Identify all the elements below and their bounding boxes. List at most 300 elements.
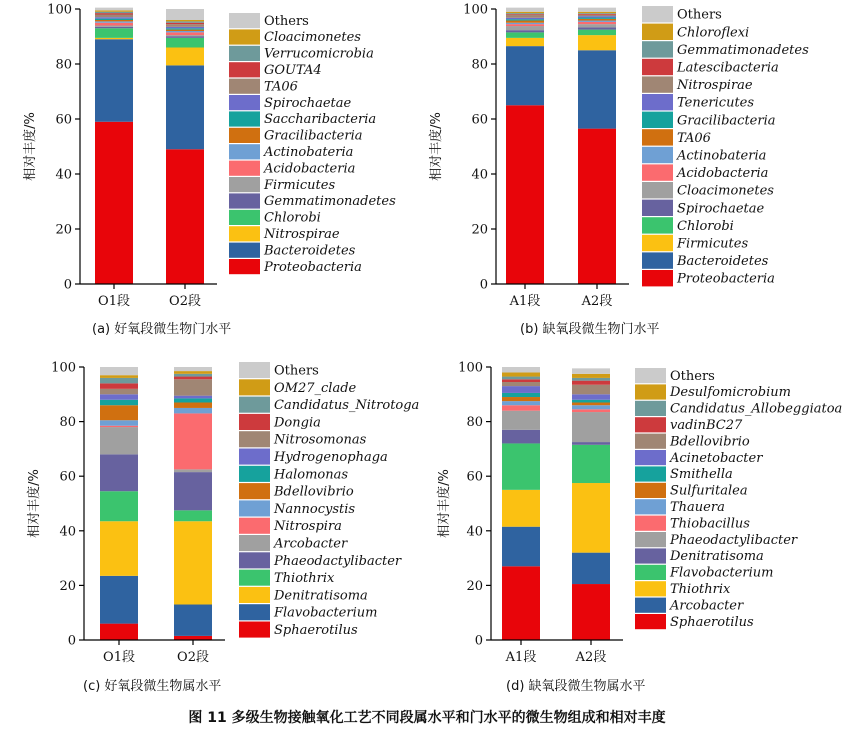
- x-tick-label: A2段: [575, 650, 607, 665]
- legend-label: Actinobateria: [264, 145, 354, 161]
- bar-segment-nannocystis: [100, 420, 138, 425]
- bar-segment-bacteroidetes: [95, 39, 133, 122]
- bar-segment-tenericutes: [578, 16, 616, 17]
- bar-segment-ta06: [95, 15, 133, 18]
- legend-swatch: [229, 46, 260, 61]
- legend-label: Tenericutes: [677, 95, 755, 111]
- bar-segment-halomonas: [100, 400, 138, 405]
- bar-segment-gracilibacteria: [506, 19, 544, 20]
- y-tick-label: 80: [59, 415, 76, 431]
- bar-segment-thiothrix: [502, 490, 540, 527]
- y-tick-label: 100: [458, 360, 483, 376]
- bar-segment-spirochaetae: [578, 27, 616, 29]
- bar-segment-actinobateria: [506, 23, 544, 24]
- bar-segment-dongia: [174, 377, 212, 380]
- legend-label: GOUTA4: [264, 63, 322, 79]
- bar-segment-others: [95, 8, 133, 11]
- bar-segment-bacteroidetes: [506, 46, 544, 105]
- bar-segment-gemmatimonadetes: [578, 13, 616, 14]
- y-tick-label: 40: [471, 167, 488, 183]
- legend-label: Chlorobi: [264, 210, 321, 226]
- bar-segment-others: [174, 367, 212, 371]
- bar-segment-firmicutes: [95, 26, 133, 27]
- legend-label: Nitrospira: [274, 519, 342, 535]
- panel-a: [22, 3, 396, 338]
- bar-segment-others: [578, 8, 616, 12]
- legend-swatch: [642, 182, 673, 198]
- legend-swatch: [239, 466, 270, 482]
- legend-swatch: [239, 518, 270, 534]
- legend-label: Cloacimonetes: [264, 30, 361, 46]
- bar-segment-spirochaetae: [166, 27, 204, 28]
- legend-swatch: [239, 397, 270, 413]
- legend-swatch: [239, 449, 270, 465]
- legend-label: Cloacimonetes: [677, 183, 774, 199]
- bar-segment-acidobacteria: [578, 22, 616, 24]
- legend-label: TA06: [264, 79, 298, 95]
- legend-label: Firmicutes: [677, 236, 749, 252]
- legend-label: Thiothrix: [670, 582, 731, 598]
- legend-label: Desulfomicrobium: [670, 385, 791, 401]
- bar-segment-flavobacterium: [572, 445, 610, 483]
- bar-segment-candidatus-nitrotoga: [174, 374, 212, 377]
- legend-swatch: [229, 95, 260, 110]
- y-tick-label: 60: [55, 112, 72, 128]
- y-tick-label: 40: [466, 524, 483, 540]
- bar-segment-om27-clade: [100, 375, 138, 378]
- panel-d: [436, 361, 842, 695]
- bar-segment-firmicutes: [506, 38, 544, 46]
- legend-label: Acidobacteria: [677, 166, 769, 182]
- legend-label: Sphaerotilus: [274, 622, 358, 638]
- y-tick-label: 20: [55, 222, 72, 238]
- legend-label: Proteobacteria: [677, 271, 775, 287]
- bar-segment-bdellovibrio: [572, 385, 610, 395]
- legend-label: Phaeodactylibacter: [274, 553, 402, 569]
- legend-swatch: [239, 535, 270, 551]
- bar-segment-ta06: [578, 19, 616, 21]
- bar-segment-ta06: [506, 21, 544, 23]
- legend-label: Hydrogenophaga: [274, 449, 388, 465]
- bar-segment-acidobacteria: [506, 24, 544, 26]
- bar-segment-saccharibacteria: [166, 28, 204, 29]
- legend-label: Gemmatimonadetes: [677, 42, 809, 58]
- legend-swatch: [229, 144, 260, 159]
- x-tick-label: A1段: [509, 294, 541, 309]
- x-tick-label: A1段: [505, 650, 537, 665]
- legend-swatch: [642, 235, 673, 251]
- bar-segment-flavobacterium: [174, 605, 212, 636]
- bar-segment-gracilibacteria: [578, 18, 616, 19]
- bar-segment-ta06: [166, 24, 204, 27]
- legend-swatch: [642, 59, 673, 75]
- legend-label: Others: [274, 363, 319, 379]
- legend-swatch: [229, 243, 260, 258]
- legend-label: Thiothrix: [274, 571, 335, 587]
- bar-segment-flavobacterium: [502, 443, 540, 489]
- legend-label: Dongia: [274, 415, 321, 431]
- bar-segment-arcobacter: [502, 527, 540, 567]
- bar-segment-others: [506, 8, 544, 12]
- legend-label: Gracilibacteria: [264, 128, 363, 144]
- legend-swatch: [229, 259, 260, 274]
- panel-caption: (a) 好氧段微生物门水平: [92, 322, 232, 337]
- y-tick-label: 60: [471, 112, 488, 128]
- bar-segment-nitrospira: [100, 426, 138, 427]
- legend-label: Candidatus_Nitrotoga: [274, 398, 420, 414]
- legend-swatch: [642, 252, 673, 268]
- bar-segment-others: [166, 9, 204, 20]
- bar-segment-flavobacterium: [100, 576, 138, 624]
- bar-segment-bdellovibrio: [174, 402, 212, 407]
- legend-swatch: [239, 587, 270, 603]
- bar-segment-thiothrix: [174, 510, 212, 521]
- legend-swatch: [642, 41, 673, 57]
- y-tick-label: 100: [51, 360, 76, 376]
- bar-segment-arcobacter: [100, 427, 138, 454]
- legend-label: Acinetobacter: [670, 450, 763, 466]
- bar-segment-tenericutes: [506, 18, 544, 19]
- x-tick-label: O1段: [103, 650, 135, 665]
- bar-segment-others: [502, 367, 540, 372]
- legend-swatch: [642, 129, 673, 145]
- legend-label: Actinobateria: [677, 148, 767, 164]
- y-axis-title: 相对丰度/%: [27, 469, 42, 538]
- bar-segment-acinetobacter: [572, 394, 610, 399]
- legend-label: vadinBC27: [670, 418, 743, 434]
- figure-caption: 图 11 多级生物接触氧化工艺不同段属水平和门水平的微生物组成和相对丰度: [188, 710, 666, 726]
- bar-segment-chloroflexi: [578, 12, 616, 13]
- bar-segment-sphaerotilus: [174, 636, 212, 640]
- bar-segment-candidatus-allobeggiatoa: [502, 377, 540, 380]
- bar-segment-gemmatimonadetes: [95, 27, 133, 28]
- legend-label: Latescibacteria: [677, 60, 779, 76]
- bar-segment-desulfomicrobium: [572, 374, 610, 378]
- legend-label: Sulfuritalea: [670, 483, 748, 499]
- legend-swatch: [229, 29, 260, 44]
- bar-segment-proteobacteria: [95, 122, 133, 284]
- bar-segment-candidatus-nitrotoga: [100, 378, 138, 383]
- bar-segment-gemmatimonadetes: [166, 37, 204, 38]
- bar-segment-gemmatimonadetes: [506, 13, 544, 14]
- bar-segment-sulfuritalea: [502, 397, 540, 401]
- bar-segment-phaeodactylibacter: [174, 472, 212, 510]
- legend-swatch: [642, 94, 673, 110]
- bar-segment-vadinbc27: [572, 381, 610, 385]
- bar-segment-acidobacteria: [95, 23, 133, 26]
- bar-segment-gouta4: [95, 13, 133, 14]
- legend-label: Arcobacter: [274, 536, 348, 552]
- bar-segment-phaeodactylibacter: [502, 411, 540, 430]
- y-tick-label: 0: [67, 633, 76, 649]
- legend-label: Phaeodactylibacter: [670, 532, 798, 548]
- bar-segment-sphaerotilus: [502, 566, 540, 640]
- legend-label: TA06: [677, 130, 711, 146]
- bar-segment-proteobacteria: [578, 129, 616, 284]
- legend-label: Chloroflexi: [677, 25, 750, 41]
- legend-swatch: [635, 532, 666, 547]
- bar-segment-nannocystis: [174, 408, 212, 413]
- legend-label: Bdellovibrio: [274, 484, 354, 500]
- bar-segment-latescibacteria: [506, 14, 544, 15]
- legend-label: Saccharibacteria: [264, 112, 377, 128]
- bar-segment-dongia: [100, 383, 138, 388]
- bar-segment-smithella: [502, 393, 540, 397]
- bar-segment-phaeodactylibacter: [100, 454, 138, 491]
- legend-swatch: [239, 379, 270, 395]
- bar-segment-cloacimonetes: [95, 10, 133, 11]
- legend-swatch: [642, 24, 673, 40]
- y-tick-label: 60: [466, 469, 483, 485]
- legend-swatch: [642, 270, 673, 286]
- y-tick-label: 0: [474, 633, 483, 649]
- legend-swatch: [229, 79, 260, 94]
- y-tick-label: 20: [466, 578, 483, 594]
- bar-segment-hydrogenophaga: [174, 396, 212, 399]
- legend-swatch: [239, 552, 270, 568]
- y-tick-label: 40: [55, 167, 72, 183]
- legend-swatch: [635, 598, 666, 613]
- x-tick-label: O2段: [169, 294, 201, 309]
- legend-swatch: [635, 483, 666, 498]
- legend-label: Bacteroidetes: [264, 243, 356, 259]
- legend-label: Firmicutes: [264, 177, 336, 193]
- bar-segment-chlorobi: [506, 32, 544, 38]
- legend-label: Nitrospirae: [264, 227, 340, 243]
- x-tick-label: A2段: [581, 294, 613, 309]
- legend-label: Candidatus_Allobeggiatoa: [670, 401, 843, 417]
- panel-c: [26, 361, 419, 695]
- legend-swatch: [239, 570, 270, 586]
- legend-swatch: [642, 112, 673, 128]
- bar-segment-desulfomicrobium: [502, 372, 540, 376]
- legend-swatch: [642, 147, 673, 163]
- bar-segment-spirochaetae: [506, 30, 544, 32]
- bar-segment-bacteroidetes: [166, 65, 204, 149]
- legend-swatch: [229, 210, 260, 225]
- panel-caption: (c) 好氧段微生物属水平: [83, 679, 222, 694]
- legend-swatch: [635, 581, 666, 596]
- legend-label: Proteobacteria: [264, 259, 362, 275]
- bar-segment-gracilibacteria: [166, 30, 204, 31]
- legend-label: Spirochaetae: [264, 95, 352, 111]
- legend-label: Verrucomicrobia: [264, 46, 374, 62]
- legend-label: Arcobacter: [670, 598, 744, 614]
- bar-segment-cloacimonetes: [506, 26, 544, 30]
- y-tick-label: 80: [466, 415, 483, 431]
- legend-label: Others: [264, 13, 309, 29]
- y-axis-title: 相对丰度/%: [23, 112, 38, 181]
- legend-label: Gracilibacteria: [677, 113, 776, 129]
- legend-label: Smithella: [670, 467, 733, 483]
- legend-swatch: [635, 565, 666, 580]
- legend-label: Nitrospirae: [677, 78, 753, 94]
- bar-segment-arcobacter: [572, 553, 610, 584]
- legend-swatch: [635, 384, 666, 399]
- y-axis-title: 相对丰度/%: [437, 469, 452, 538]
- bar-segment-sphaerotilus: [100, 624, 138, 640]
- bar-segment-cloacimonetes: [166, 20, 204, 21]
- legend-label: Nannocystis: [274, 501, 356, 517]
- legend-label: Halomonas: [274, 467, 349, 483]
- panel-b: [428, 3, 809, 338]
- bar-segment-nitrospira: [174, 413, 212, 469]
- legend-label: Others: [677, 7, 722, 23]
- legend-label: Flavobacterium: [274, 605, 378, 621]
- bar-segment-nitrospirae: [506, 15, 544, 18]
- legend-label: Acidobacteria: [264, 161, 356, 177]
- legend-swatch: [635, 466, 666, 481]
- legend-label: Denitratisoma: [274, 588, 368, 604]
- bar-segment-nitrosomonas: [100, 389, 138, 394]
- legend-swatch: [635, 368, 666, 383]
- legend-label: Spirochaetae: [677, 201, 765, 217]
- y-tick-label: 20: [59, 578, 76, 594]
- legend-swatch: [229, 128, 260, 143]
- bar-segment-thiobacillus: [572, 409, 610, 412]
- legend-swatch: [642, 164, 673, 180]
- legend-swatch: [239, 604, 270, 620]
- bar-segment-actinobateria: [166, 31, 204, 32]
- bar-segment-vadinbc27: [502, 379, 540, 382]
- bar-segment-actinobateria: [95, 21, 133, 22]
- legend-swatch: [635, 548, 666, 563]
- bar-segment-thiobacillus: [502, 405, 540, 410]
- bar-segment-bdellovibrio: [502, 382, 540, 386]
- bar-segment-others: [572, 368, 610, 373]
- bar-segment-firmicutes: [578, 35, 616, 50]
- legend-label: Others: [670, 368, 715, 384]
- legend-label: Chlorobi: [677, 218, 734, 234]
- legend-swatch: [229, 161, 260, 176]
- y-tick-label: 0: [63, 277, 72, 293]
- bar-segment-chlorobi: [578, 30, 616, 36]
- bar-segment-spirochaetae: [95, 17, 133, 18]
- bar-segment-actinobateria: [578, 21, 616, 22]
- y-axis-title: 相对丰度/%: [429, 112, 444, 181]
- bar-segment-bdellovibrio: [100, 405, 138, 420]
- bar-segment-verrucomicrobia: [166, 21, 204, 22]
- bar-segment-denitratisoma: [502, 430, 540, 444]
- legend-swatch: [229, 226, 260, 241]
- legend-label: Thiobacillus: [670, 516, 750, 532]
- bar-segment-thauera: [572, 405, 610, 409]
- legend-label: Bacteroidetes: [677, 254, 769, 270]
- bar-segment-bacteroidetes: [578, 50, 616, 128]
- legend-swatch: [229, 13, 260, 28]
- bar-segment-denitratisoma: [100, 521, 138, 576]
- bar-segment-denitratisoma: [174, 521, 212, 604]
- legend-swatch: [229, 111, 260, 126]
- legend-label: Denitratisoma: [670, 549, 764, 565]
- bar-segment-cloacimonetes: [578, 24, 616, 27]
- y-tick-label: 100: [47, 2, 72, 18]
- legend-swatch: [642, 217, 673, 233]
- legend-swatch: [229, 177, 260, 192]
- bar-segment-nitrospirae: [166, 48, 204, 66]
- legend-swatch: [239, 414, 270, 430]
- legend-label: Thauera: [670, 500, 725, 516]
- legend-swatch: [229, 193, 260, 208]
- legend-swatch: [229, 62, 260, 77]
- bar-segment-nitrospirae: [578, 15, 616, 16]
- bar-segment-chlorobi: [95, 28, 133, 38]
- bar-segment-thauera: [502, 401, 540, 405]
- legend-label: Gemmatimonadetes: [264, 194, 396, 210]
- bar-segment-latescibacteria: [578, 14, 616, 15]
- bar-segment-sphaerotilus: [572, 584, 610, 640]
- y-tick-label: 20: [471, 222, 488, 238]
- legend-swatch: [635, 499, 666, 514]
- bar-segment-denitratisoma: [572, 442, 610, 445]
- bar-segment-nitrospirae: [95, 38, 133, 39]
- legend-swatch: [635, 614, 666, 629]
- y-tick-label: 60: [59, 469, 76, 485]
- bar-segment-nitrosomonas: [174, 379, 212, 395]
- legend-swatch: [642, 76, 673, 92]
- bar-segment-thiothrix: [572, 483, 610, 553]
- bar-segment-proteobacteria: [166, 149, 204, 284]
- bar-segment-smithella: [572, 400, 610, 403]
- legend-swatch: [635, 417, 666, 432]
- bar-segment-om27-clade: [174, 371, 212, 374]
- bar-segment-hydrogenophaga: [100, 394, 138, 399]
- bar-segment-verrucomicrobia: [95, 12, 133, 13]
- legend-swatch: [239, 483, 270, 499]
- bar-segment-chloroflexi: [506, 12, 544, 13]
- legend-swatch: [635, 516, 666, 531]
- bar-segment-sulfuritalea: [572, 402, 610, 405]
- legend-swatch: [635, 401, 666, 416]
- bar-segment-firmicutes: [166, 35, 204, 36]
- panel-caption: (b) 缺氧段微生物门水平: [520, 322, 660, 337]
- legend-swatch: [239, 622, 270, 638]
- x-tick-label: O1段: [98, 294, 130, 309]
- legend-label: Bdellovibrio: [670, 434, 750, 450]
- bar-segment-arcobacter: [174, 469, 212, 472]
- bar-segment-acidobacteria: [166, 32, 204, 35]
- bar-segment-gouta4: [166, 23, 204, 24]
- y-tick-label: 80: [471, 57, 488, 73]
- legend-label: OM27_clade: [274, 380, 357, 396]
- bar-segment-saccharibacteria: [95, 19, 133, 20]
- legend-label: Sphaerotilus: [670, 614, 754, 630]
- bar-segment-others: [100, 367, 138, 375]
- bar-segment-acinetobacter: [502, 386, 540, 393]
- y-tick-label: 0: [479, 277, 488, 293]
- legend-label: Flavobacterium: [670, 565, 774, 581]
- y-tick-label: 80: [55, 57, 72, 73]
- y-tick-label: 100: [463, 2, 488, 18]
- bar-segment-candidatus-allobeggiatoa: [572, 378, 610, 381]
- bar-segment-proteobacteria: [506, 105, 544, 284]
- panel-caption: (d) 缺氧段微生物属水平: [506, 679, 646, 694]
- legend-swatch: [239, 362, 270, 378]
- legend-label: Nitrosomonas: [274, 432, 367, 448]
- bar-segment-thiothrix: [100, 491, 138, 521]
- legend-swatch: [239, 431, 270, 447]
- legend-swatch: [642, 6, 673, 22]
- bar-segment-chlorobi: [166, 38, 204, 48]
- legend-swatch: [635, 450, 666, 465]
- bar-segment-gracilibacteria: [95, 20, 133, 21]
- x-tick-label: O2段: [177, 650, 209, 665]
- legend-swatch: [239, 500, 270, 516]
- legend-swatch: [642, 200, 673, 216]
- bar-segment-halomonas: [174, 398, 212, 402]
- legend-swatch: [635, 434, 666, 449]
- y-tick-label: 40: [59, 524, 76, 540]
